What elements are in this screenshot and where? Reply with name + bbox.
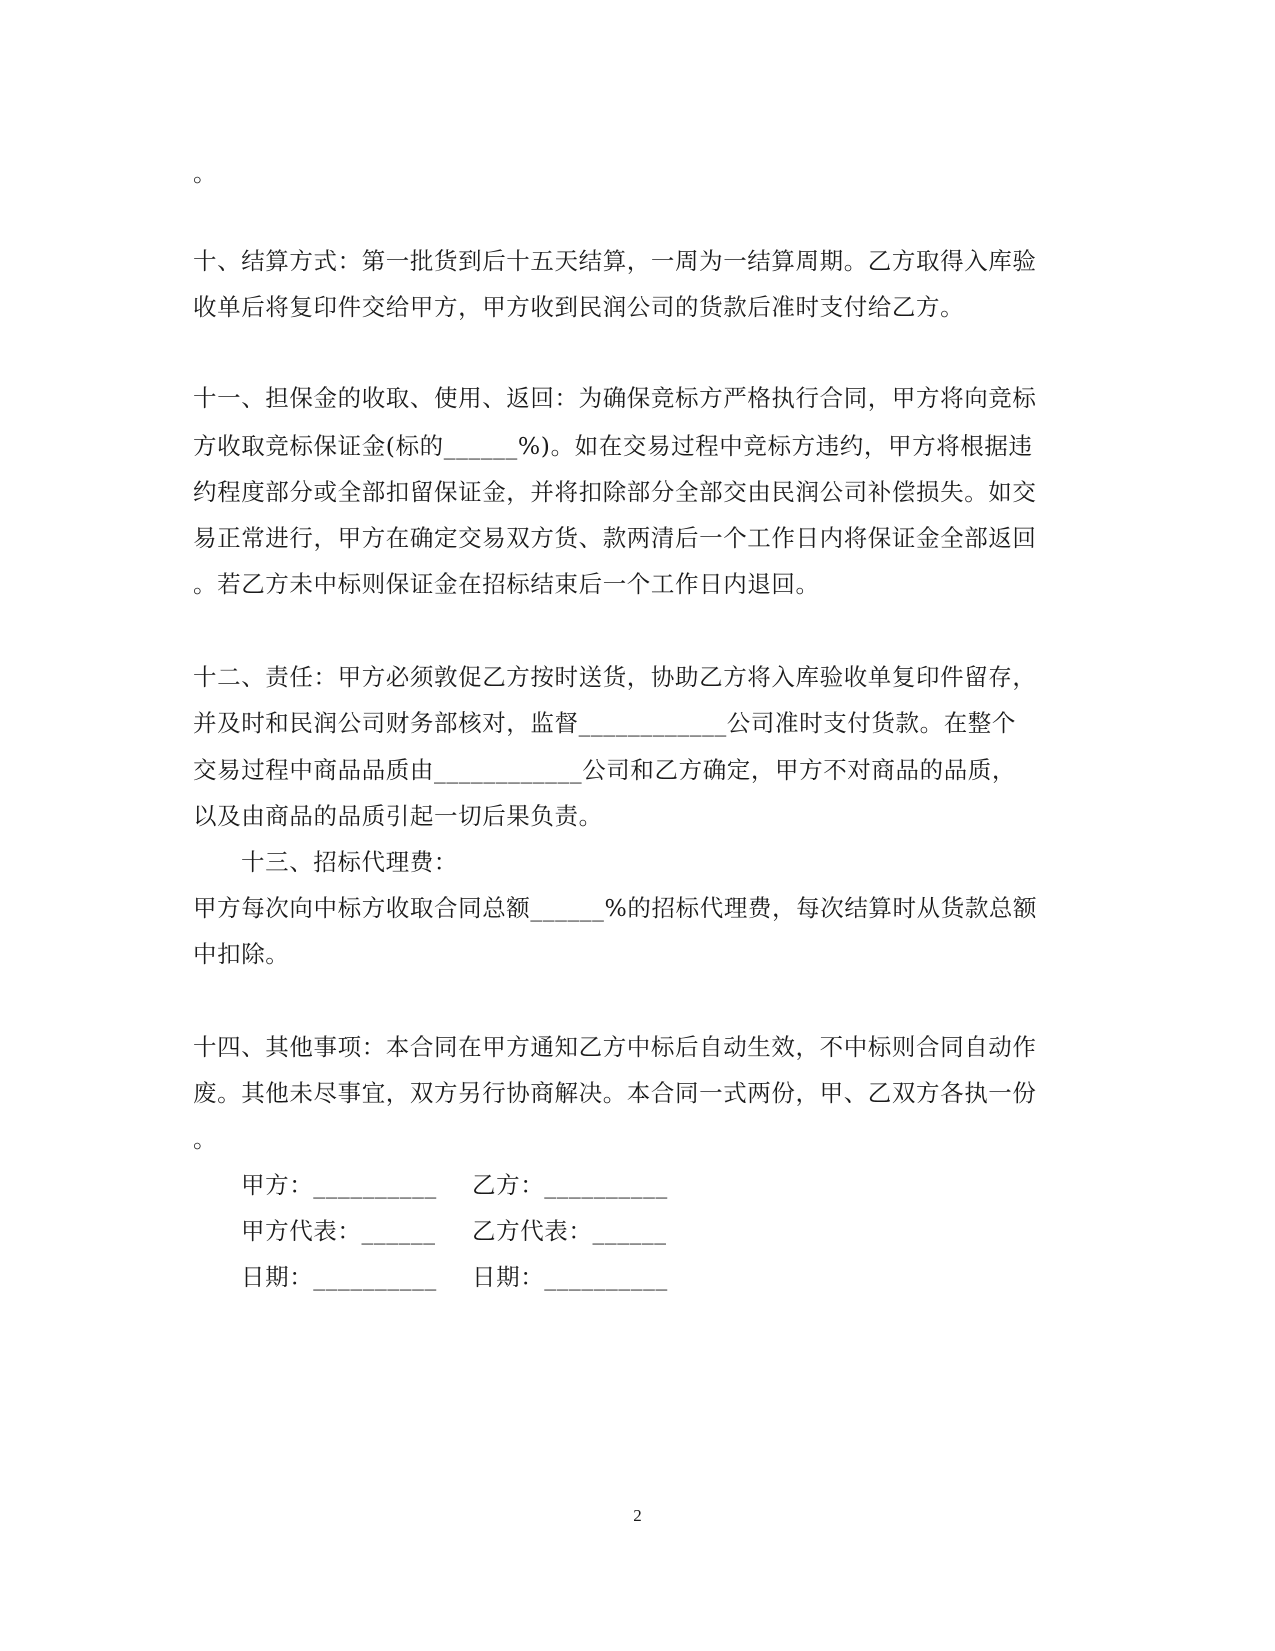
signature-date-b: 日期：__________ xyxy=(472,1263,668,1291)
section-13-heading: 十三、招标代理费： xyxy=(241,848,458,876)
signature-party-a: 甲方：__________ xyxy=(241,1171,437,1199)
section-12-line-3: 交易过程中商品品质由____________公司和乙方确定，甲方不对商品的品质， xyxy=(193,756,1016,784)
section-10-line-2: 收单后将复印件交给甲方，甲方收到民润公司的货款后准时支付给乙方。 xyxy=(193,293,965,321)
section-12-line-1: 十二、责任：甲方必须敦促乙方按时送货，协助乙方将入库验收单复印件留存， xyxy=(193,663,1037,691)
section-11-line-4: 易正常进行，甲方在确定交易双方货、款两清后一个工作日内将保证金全部返回 xyxy=(193,524,1037,552)
section-11-line-2: 方收取竞标保证金(标的______%)。如在交易过程中竞标方违约，甲方将根据违 xyxy=(193,432,1033,460)
text-line: 。 xyxy=(193,159,218,187)
section-13-line-1: 甲方每次向中标方收取合同总额______%的招标代理费，每次结算时从货款总额 xyxy=(193,894,1038,922)
section-11-line-5: 。若乙方未中标则保证金在招标结束后一个工作日内退回。 xyxy=(193,570,820,598)
section-14-line-3: 。 xyxy=(193,1125,218,1153)
section-12-line-4: 以及由商品的品质引起一切后果负责。 xyxy=(193,802,603,830)
section-12-line-2: 并及时和民润公司财务部核对，监督____________公司准时支付货款。在整个 xyxy=(193,709,1016,737)
section-13-line-2: 中扣除。 xyxy=(193,940,290,968)
section-11-line-3: 约程度部分或全部扣留保证金，并将扣除部分全部交由民润公司补偿损失。如交 xyxy=(193,478,1037,506)
section-14-line-2: 废。其他未尽事宜，双方另行协商解决。本合同一式两份，甲、乙双方各执一份 xyxy=(193,1079,1037,1107)
signature-party-b: 乙方：__________ xyxy=(472,1171,668,1199)
section-11-line-1: 十一、担保金的收取、使用、返回：为确保竞标方严格执行合同，甲方将向竞标 xyxy=(193,384,1037,412)
signature-party-a-rep: 甲方代表：______ xyxy=(241,1217,436,1245)
signature-party-b-rep: 乙方代表：______ xyxy=(472,1217,667,1245)
section-10-line-1: 十、结算方式：第一批货到后十五天结算，一周为一结算周期。乙方取得入库验 xyxy=(193,247,1037,275)
section-14-line-1: 十四、其他事项：本合同在甲方通知乙方中标后自动生效，不中标则合同自动作 xyxy=(193,1033,1037,1061)
page-number: 2 xyxy=(633,1506,642,1525)
signature-date-a: 日期：__________ xyxy=(241,1263,437,1291)
